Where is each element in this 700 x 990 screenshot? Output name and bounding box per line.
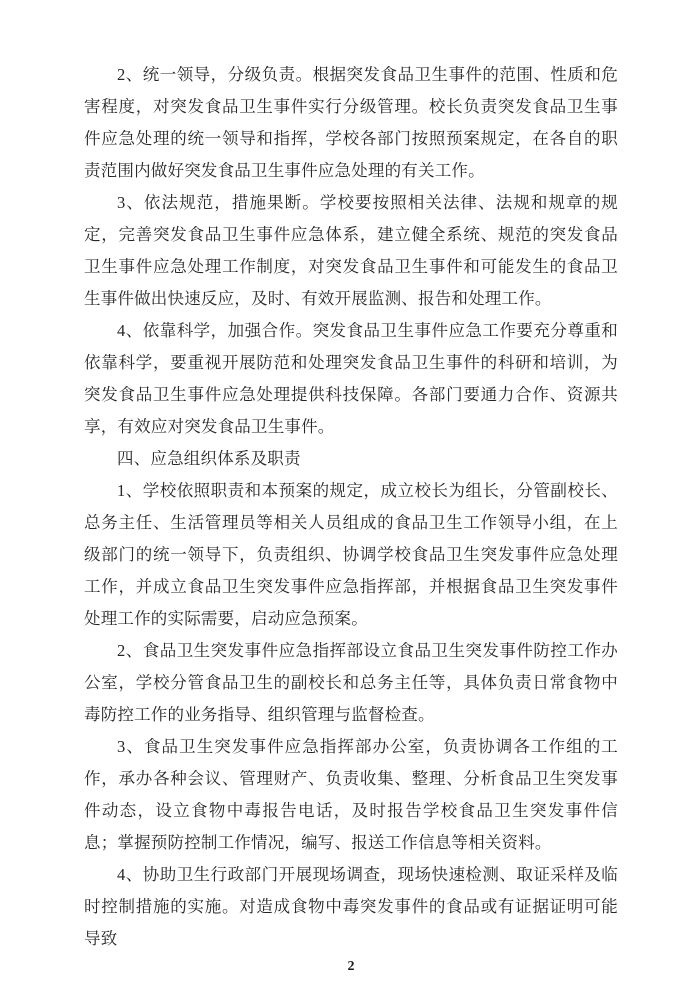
- paragraph-principle-lawful-norms: 3、依法规范，措施果断。学校要按照相关法律、法规和规章的规定，完善突发食品卫生事件应急体系，建立健全系统、规范的突发食品卫生事件应急处理工作制度，对突发食品卫生事件和可能发生的食品卫生事件做出快速反应，及时、有效开展监测、报告和处理工作。: [84, 193, 618, 308]
- paragraph-leading-group: 1、学校依照职责和本预案的规定，成立校长为组长，分管副校长、总务主任、生活管理员等相关人员组成的食品卫生工作领导小组，在上级部门的统一领导下，负责组织、协调学校食品卫生突发事件应急处理工作，并成立食品卫生突发事件应急指挥部，并根据食品卫生突发事件处理工作的实际需要，启动应急预案。: [84, 481, 618, 628]
- document-body: [84, 59, 618, 955]
- paragraph-prevention-office: 2、食品卫生突发事件应急指挥部设立食品卫生突发事件防控工作办公室，学校分管食品卫生的副校长和总务主任等，具体负责日常食物中毒防控工作的业务指导、组织管理与监督检查。: [84, 641, 618, 724]
- paragraph-principle-rely-on-science: 4、依靠科学，加强合作。突发食品卫生事件应急工作要充分尊重和依靠科学，要重视开展防范和处理突发食品卫生事件的科研和培训，为突发食品卫生事件应急处理提供科技保障。各部门要通力合作、资源共享，有效应对突发食品卫生事件。: [84, 321, 618, 436]
- paragraph-assist-health-authorities: 4、协助卫生行政部门开展现场调查，现场快速检测、取证采样及临时控制措施的实施。对造成食物中毒突发事件的食品或有证据证明可能导致: [84, 865, 618, 948]
- paragraph-principle-unified-leadership: 2、统一领导，分级负责。根据突发食品卫生事件的范围、性质和危害程度，对突发食品卫生事件实行分级管理。校长负责突发食品卫生事件应急处理的统一领导和指挥，学校各部门按照预案规定，在各自的职责范围内做好突发食品卫生事件应急处理的有关工作。: [84, 65, 618, 180]
- paragraph-command-office-duties: 3、食品卫生突发事件应急指挥部办公室，负责协调各工作组的工作，承办各种会议、管理财产、负责收集、整理、分析食品卫生突发事件动态，设立食物中毒报告电话，及时报告学校食品卫生突发事件信息；掌握预防控制工作情况，编写、报送工作信息等相关资料。: [84, 737, 618, 852]
- section-heading-emergency-organization: 四、应急组织体系及职责: [117, 449, 301, 468]
- page-number: 2: [347, 959, 355, 974]
